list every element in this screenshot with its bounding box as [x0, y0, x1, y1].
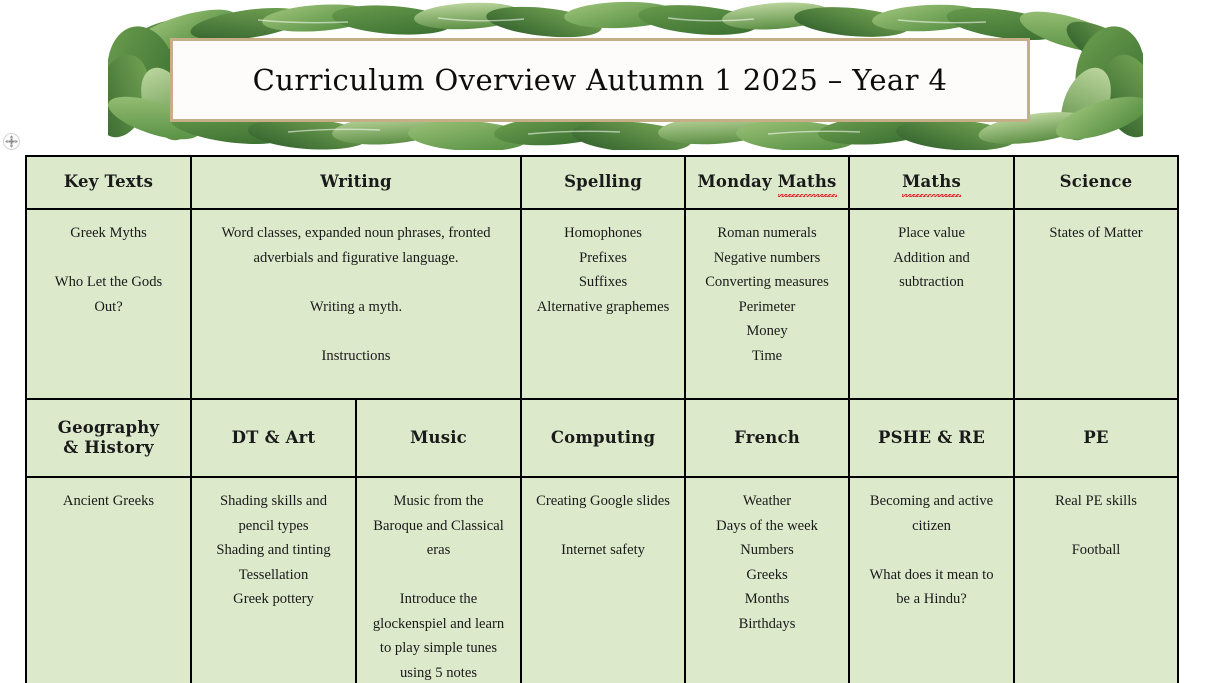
- cell-line: Roman numerals: [717, 225, 817, 241]
- cell-pe[interactable]: [1014, 477, 1178, 683]
- cell-line: citizen: [912, 517, 951, 534]
- cell-maths[interactable]: [849, 209, 1014, 399]
- cell-line: to play simple tunes: [379, 640, 498, 657]
- cell-line: Prefixes: [579, 249, 627, 266]
- cell-lines: [27, 210, 190, 319]
- cell-spelling[interactable]: [521, 209, 685, 399]
- cell-line: Shading and tinting: [216, 542, 331, 559]
- table-header-row-1: [26, 156, 1178, 209]
- cell-line: Internet safety: [561, 542, 645, 559]
- cell-line: Writing a myth.: [309, 298, 403, 315]
- cell-line: eras: [426, 542, 451, 559]
- table-body-row-2: [26, 477, 1178, 683]
- cell-writing[interactable]: [191, 209, 521, 399]
- header-spelling[interactable]: Spelling: [521, 156, 685, 209]
- cell-lines: [522, 210, 684, 319]
- cell-pshe-re[interactable]: [849, 477, 1014, 683]
- header-music[interactable]: Music: [356, 399, 521, 477]
- header-science[interactable]: Science: [1014, 156, 1178, 209]
- table-body-row-1: [26, 209, 1178, 399]
- line-gap: [528, 514, 678, 539]
- cell-lines: [1015, 478, 1177, 563]
- cell-line: Becoming and active: [869, 493, 994, 509]
- header-computing[interactable]: Computing: [521, 399, 685, 477]
- cell-line: Perimeter: [738, 298, 796, 315]
- cell-line: What does it mean to: [869, 566, 994, 583]
- header-pe[interactable]: PE: [1014, 399, 1178, 477]
- cell-french[interactable]: [685, 477, 849, 683]
- cell-line: using 5 notes: [399, 664, 478, 681]
- header-key-texts[interactable]: Key Texts: [26, 156, 191, 209]
- cell-line: pencil types: [238, 517, 309, 534]
- cell-line: Birthdays: [738, 615, 796, 632]
- cell-computing[interactable]: [521, 477, 685, 683]
- cell-line: Money: [746, 323, 788, 340]
- header-writing[interactable]: Writing: [191, 156, 521, 209]
- cell-line: Word classes, expanded noun phrases, fronted: [221, 225, 491, 241]
- header-geography-history[interactable]: Geography & History: [26, 399, 191, 477]
- cell-line: Numbers: [740, 542, 794, 559]
- line-gap: [198, 270, 514, 295]
- cell-lines: [27, 478, 190, 514]
- cell-lines: [686, 210, 848, 368]
- cell-line: Greek pottery: [233, 591, 314, 608]
- cell-line: Greeks: [746, 566, 788, 583]
- table-move-handle[interactable]: [3, 133, 20, 150]
- curriculum-table: [25, 155, 1179, 683]
- cell-lines: [192, 210, 520, 368]
- cell-lines: [357, 478, 520, 683]
- cell-lines: [686, 478, 848, 636]
- cell-line: Introduce the: [399, 591, 478, 608]
- cell-dt-art[interactable]: [191, 477, 356, 683]
- cell-lines: [850, 210, 1013, 295]
- page-title: Curriculum Overview Autumn 1 2025 – Year 4: [252, 63, 948, 97]
- header-french[interactable]: French: [685, 399, 849, 477]
- header-dt-art[interactable]: DT & Art: [191, 399, 356, 477]
- cell-line: Real PE skills: [1055, 493, 1137, 509]
- cell-lines: [522, 478, 684, 563]
- cell-line: Weather: [742, 493, 792, 509]
- cell-science[interactable]: [1014, 209, 1178, 399]
- tropical-leaf-banner: [108, 0, 1143, 150]
- cell-line: subtraction: [899, 274, 964, 291]
- cell-line: Homophones: [564, 225, 642, 241]
- cell-monday-maths[interactable]: [685, 209, 849, 399]
- cell-line: Days of the week: [716, 517, 818, 534]
- spellcheck-underline: Maths: [902, 172, 961, 192]
- cell-line: Ancient Greeks: [62, 493, 155, 509]
- line-gap: [198, 319, 514, 344]
- cell-music[interactable]: [356, 477, 521, 683]
- cell-lines: [850, 478, 1013, 612]
- cell-line: Alternative graphemes: [536, 298, 670, 315]
- cell-line: Shading skills and: [219, 493, 328, 509]
- header-maths[interactable]: [849, 156, 1014, 209]
- cell-line: Who Let the Gods: [54, 274, 163, 291]
- cell-line: Place value: [898, 225, 965, 241]
- cell-line: Months: [744, 591, 790, 608]
- line-gap: [363, 563, 514, 588]
- table-header-row-2: [26, 399, 1178, 477]
- cell-key-texts[interactable]: [26, 209, 191, 399]
- line-gap: [856, 538, 1007, 563]
- four-way-move-icon: [4, 134, 19, 149]
- cell-lines: [192, 478, 355, 612]
- line-gap: [1021, 514, 1171, 539]
- cell-line: Converting measures: [705, 274, 829, 291]
- cell-line: Baroque and Classical: [373, 517, 504, 534]
- cell-line: Greek Myths: [70, 225, 147, 241]
- cell-line: Out?: [94, 298, 123, 315]
- spellcheck-underline: Maths: [777, 172, 837, 192]
- line-gap: [33, 246, 184, 271]
- header-pshe-re[interactable]: PSHE & RE: [849, 399, 1014, 477]
- cell-line: States of Matter: [1049, 225, 1143, 241]
- cell-line: Time: [751, 347, 783, 364]
- header-monday-maths[interactable]: Monday Maths: [685, 156, 849, 209]
- cell-line: Music from the: [393, 493, 484, 509]
- cell-line: Addition and: [893, 249, 970, 266]
- cell-line: Football: [1071, 542, 1121, 559]
- banner-title-box: [170, 38, 1030, 122]
- cell-lines: [1015, 210, 1177, 246]
- cell-line: adverbials and figurative language.: [253, 249, 459, 266]
- cell-line: Creating Google slides: [536, 493, 670, 509]
- cell-line: Negative numbers: [713, 249, 821, 266]
- cell-line: be a Hindu?: [896, 591, 967, 608]
- cell-geography-history[interactable]: [26, 477, 191, 683]
- cell-line: Suffixes: [578, 274, 628, 291]
- cell-line: Tessellation: [238, 566, 309, 583]
- cell-line: glockenspiel and learn: [372, 615, 505, 632]
- cell-line: Instructions: [321, 347, 391, 364]
